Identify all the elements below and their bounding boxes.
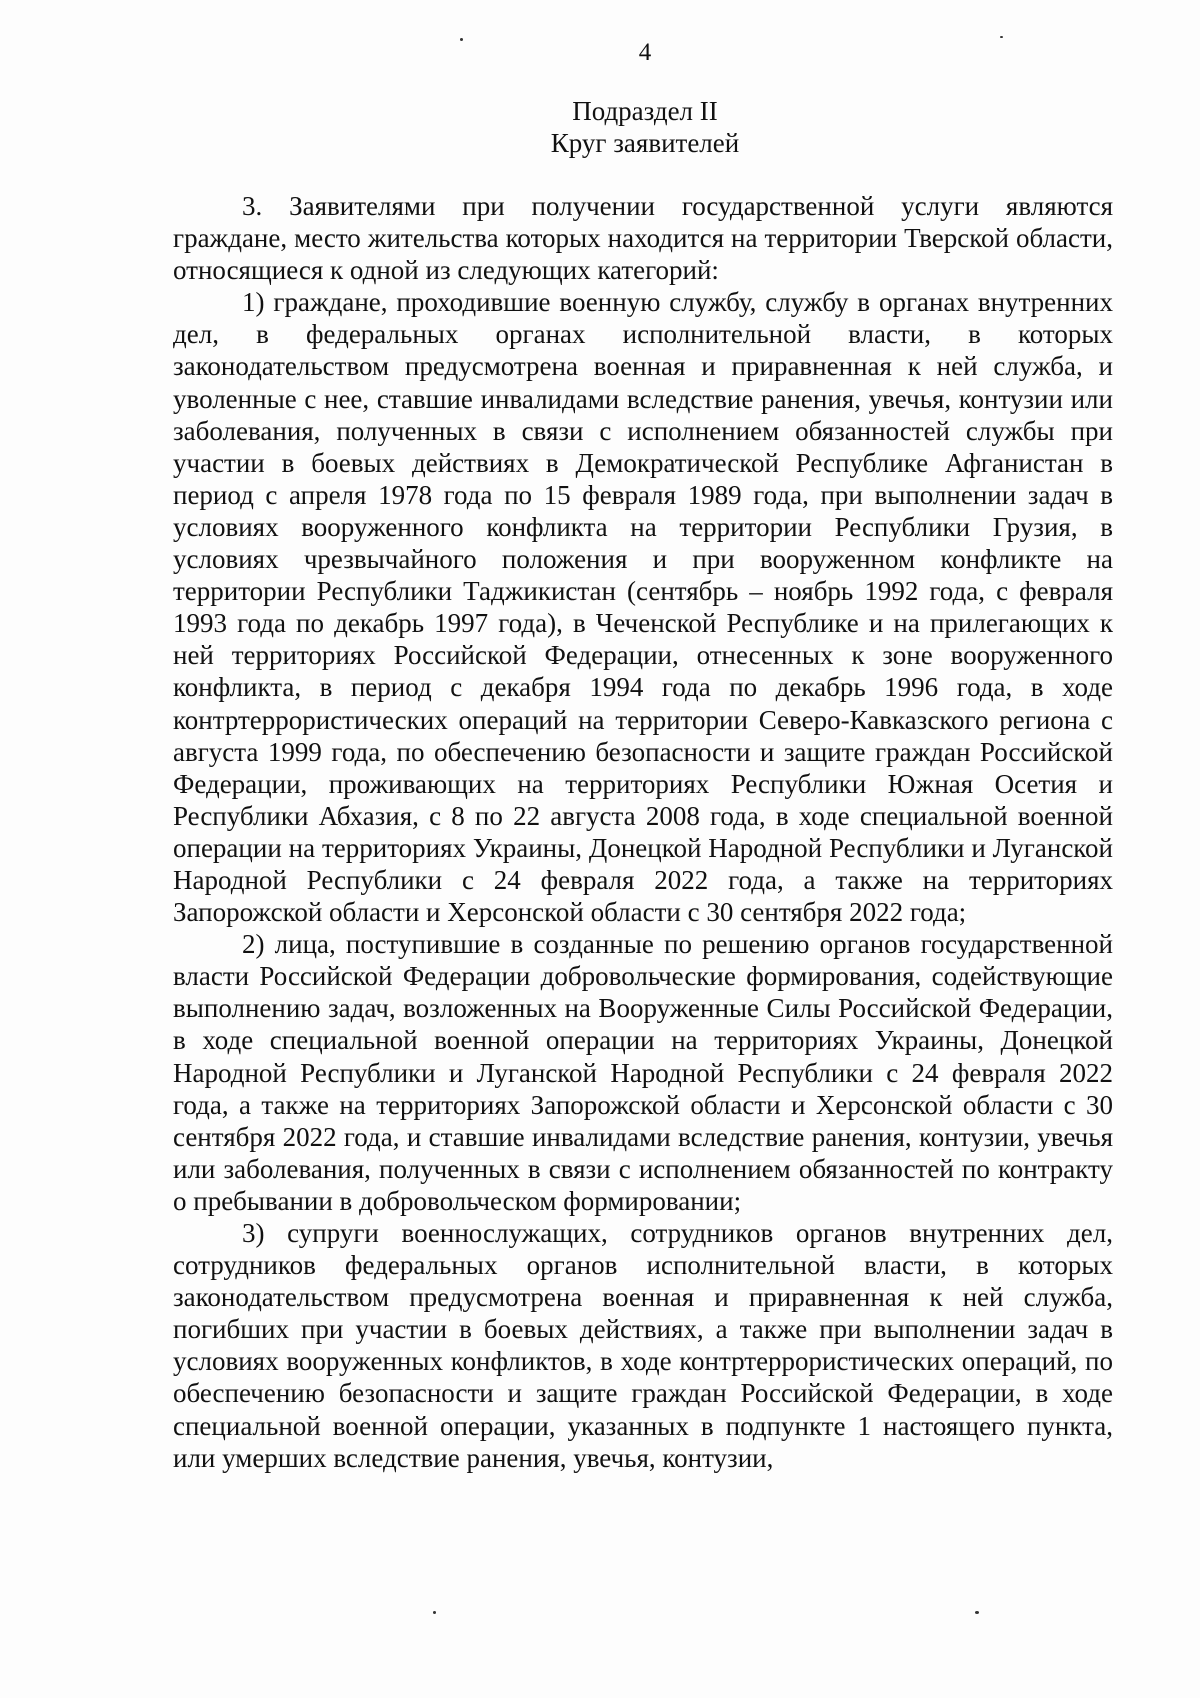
paragraph-item-3: 3. Заявителями при получении государственной услуги являются граждане, место жительства которых находится на территории Тверской области, относящиеся к одной из следующих категорий: [173,191,1113,286]
page-number: 4 [638,39,652,66]
paragraph-subitem-2: 2) лица, поступившие в созданные по решению органов государственной власти Российской Федерации добровольческие формирования, содействующие выполнению задач, возложенных на Вооруженные Силы Российской Федерации, в ходе специальной военной операции на территориях Украины, Донецкой Народной Республики и Луганской Народной Республики с 24 февраля 2022 года, а также на территориях Запорожской области и Херсонской области с 30 сентября 2022 года, и ставшие инвалидами вследствие ранения, контузии, увечья или заболевания, полученных в связи с исполнением обязанностей по контракту о пребывании в добровольческом формировании; [173,929,1113,1216]
scan-speck [975,1611,979,1614]
paragraph-subitem-1: 1) граждане, проходившие военную службу, службу в органах внутренних дел, в федеральных органах исполнительной власти, в которых законодательством предусмотрена военная и приравненная к ней служба, и уволенные с нее, ставшие инвалидами вследствие ранения, увечья, контузии или заболевания, полученных в связи с исполнением обязанностей службы при участии в боевых действиях в Демократической Республике Афганистан в период с апреля 1978 года по 15 февраля 1989 года, при выполнении задач в условиях вооруженного конфликта на территории Республики Грузия, в условиях чрезвычайного положения и при вооруженном конфликте на территории Республики Таджикистан (сентябрь – ноябрь 1992 года, с февраля 1993 года по декабрь 1997 года), в Чеченской Республике и на прилегающих к ней территориях Российской Федерации, отнесенных к зоне вооруженного конфликта, в период с декабря 1994 года по декабрь 1996 года, в ходе контртеррористических операций на территории Северо-Кавказского региона с августа 1999 года, по обеспечению безопасности и защите граждан Российской Федерации, проживающих на территориях Республики Южная Осетия и Республики Абхазия, с 8 по 22 августа 2008 года, в ходе специальной военной операции на территориях Украины, Донецкой Народной Республики и Луганской Народной Республики с 24 февраля 2022 года, а также на территориях Запорожской области и Херсонской области с 30 сентября 2022 года; [173,287,1113,928]
scan-speck [460,38,463,41]
subsection-title: Подраздел II [572,96,718,126]
section-heading [0,95,1200,159]
subsection-subtitle: Круг заявителей [550,128,740,158]
scan-speck [1000,36,1003,38]
document-body [173,190,1113,1474]
paragraph-subitem-3: 3) супруги военнослужащих, сотрудников органов внутренних дел, сотрудников федеральных органов исполнительной власти, в которых законодательством предусмотрена военная и приравненная к ней служба, погибших при участии в боевых действиях, а также при выполнении задач в условиях вооруженных конфликтов, в ходе контртеррористических операций, по обеспечению безопасности и защите граждан Российской Федерации, в ходе специальной военной операции, указанных в подпункте 1 настоящего пункта, или умерших вследствие ранения, увечья, контузии, [173,1218,1113,1473]
scan-speck [433,1611,436,1614]
